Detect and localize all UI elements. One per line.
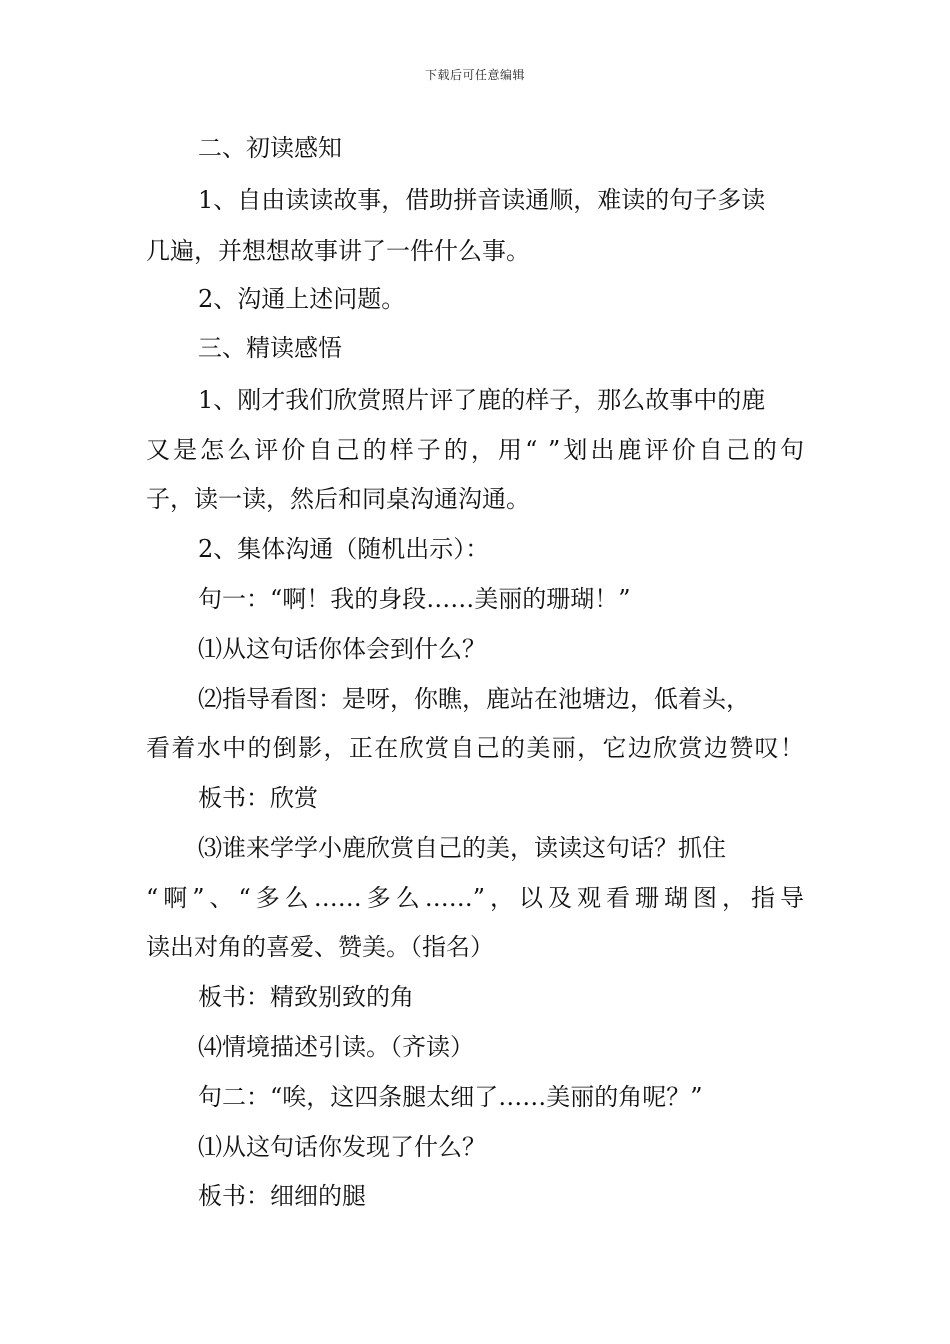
- blackboard-note: 板书：细细的腿: [198, 1182, 366, 1210]
- paragraph-line: 句一：“啊！我的身段……美丽的珊瑚！”: [198, 585, 631, 613]
- paragraph-line: 2、沟通上述问题。: [198, 285, 406, 313]
- blackboard-note: 板书：精致别致的角: [198, 983, 414, 1011]
- paragraph-line: “啊”、“多么……多么……”，以及观看珊瑚图，指导: [146, 884, 804, 912]
- paragraph-line: 几遍，并想想故事讲了一件什么事。: [146, 237, 530, 265]
- paragraph-line: 句二：“唉，这四条腿太细了……美丽的角呢？”: [198, 1083, 703, 1111]
- paragraph-line: 2、集体沟通（随机出示）：: [198, 535, 490, 563]
- paragraph-line: ⑴从这句话你发现了什么？: [198, 1133, 486, 1161]
- paragraph-line: ⑵指导看图：是呀，你瞧，鹿站在池塘边，低着头，: [198, 685, 750, 713]
- paragraph-line: 1、刚才我们欣赏照片评了鹿的样子，那么故事中的鹿: [198, 386, 766, 414]
- paragraph-line: 又是怎么评价自己的样子的，用“ ”划出鹿评价自己的句: [146, 436, 804, 464]
- paragraph-line: 读出对角的喜爱、赞美。（指名）: [146, 933, 494, 961]
- blackboard-note: 板书：欣赏: [198, 784, 318, 812]
- paragraph-line: 子，读一读，然后和同桌沟通沟通。: [146, 485, 530, 513]
- heading-first-reading: 二、初读感知: [198, 134, 342, 162]
- page-header: 下载后可任意编辑: [424, 68, 525, 82]
- paragraph-line: 看着水中的倒影，正在欣赏自己的美丽，它边欣赏边赞叹！: [146, 734, 804, 762]
- paragraph-line: ⑷情境描述引读。（齐读）: [198, 1033, 474, 1061]
- paragraph-line: 1、自由读读故事，借助拼音读通顺，难读的句子多读: [198, 186, 766, 214]
- heading-close-reading: 三、精读感悟: [198, 334, 342, 362]
- paragraph-line: ⑶谁来学学小鹿欣赏自己的美，读读这句话？抓住: [198, 834, 726, 862]
- paragraph-line: ⑴从这句话你体会到什么？: [198, 635, 486, 663]
